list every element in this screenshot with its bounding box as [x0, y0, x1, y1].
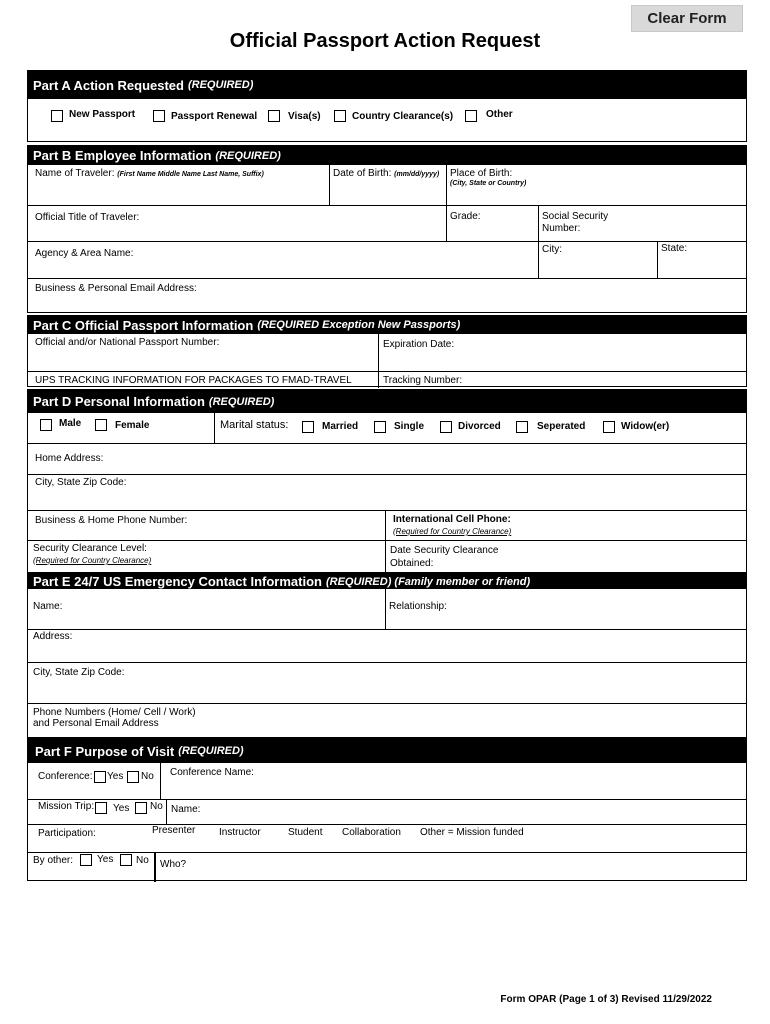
form-title: Official Passport Action Request: [229, 30, 541, 52]
mission-yes-checkbox[interactable]: [95, 802, 107, 814]
mission-no-checkbox[interactable]: [135, 802, 147, 814]
mission-yes-label: Yes: [113, 803, 130, 814]
married-label: Married: [322, 421, 359, 432]
widower-label: Widow(er): [621, 421, 670, 432]
security-clearance-hint: (Required for Country Clearance): [33, 556, 152, 565]
separated-checkbox[interactable]: [516, 421, 528, 433]
married-checkbox[interactable]: [302, 421, 314, 433]
intl-cell-hint: (Required for Country Clearance): [393, 527, 512, 536]
phone-label: Business & Home Phone Number:: [35, 515, 188, 526]
part-e-section: [27, 573, 747, 738]
other-mission-funded-option[interactable]: Other = Mission funded: [420, 827, 524, 838]
tracking-number-label: Tracking Number:: [383, 375, 463, 386]
passport-number-label: Official and/or National Passport Number:: [35, 337, 220, 348]
country-clearance-checkbox[interactable]: [334, 110, 346, 122]
marital-status-label: Marital status:: [220, 419, 289, 431]
date-clearance-label: Date Security Clearance: [390, 545, 499, 556]
pob-hint: (City, State or Country): [450, 180, 527, 187]
part-a-section: [27, 70, 747, 142]
conference-no-label: No: [141, 771, 154, 782]
visas-checkbox[interactable]: [268, 110, 280, 122]
clear-form-button[interactable]: Clear Form: [631, 5, 743, 32]
new-passport-label: New Passport: [69, 109, 136, 120]
agency-label: Agency & Area Name:: [35, 248, 134, 259]
part-f-section: [27, 738, 747, 881]
part-b-section: [27, 145, 747, 313]
conference-name-label: Conference Name:: [170, 767, 254, 778]
form-footer: Form OPAR (Page 1 of 3) Revised 11/29/2022: [500, 994, 712, 1005]
separated-label: Seperated: [537, 421, 586, 432]
contact-city-label: City, State Zip Code:: [33, 667, 125, 678]
contact-phone-label-2: and Personal Email Address: [33, 718, 159, 729]
student-option[interactable]: Student: [288, 827, 323, 838]
divorced-checkbox[interactable]: [440, 421, 452, 433]
part-d-section: [27, 389, 747, 573]
by-other-yes-label: Yes: [97, 854, 114, 865]
new-passport-checkbox[interactable]: [51, 110, 63, 122]
mission-name-label: Name:: [171, 804, 201, 815]
conference-yes-checkbox[interactable]: [94, 771, 106, 783]
conference-no-checkbox[interactable]: [127, 771, 139, 783]
traveler-name-label: Name of Traveler: (First Name Middle Name Last Name, Suffix): [35, 168, 264, 179]
ssn-label-2: Number:: [542, 223, 581, 234]
part-c-section: [27, 315, 747, 387]
who-label: Who?: [160, 859, 187, 870]
intl-cell-label: International Cell Phone:: [393, 514, 511, 525]
ups-tracking-label: UPS TRACKING INFORMATION FOR PACKAGES TO FMAD-TRAVEL: [35, 375, 352, 386]
participation-label: Participation:: [38, 828, 96, 839]
single-checkbox[interactable]: [374, 421, 386, 433]
conference-label: Conference:: [38, 771, 93, 782]
state-label: State:: [661, 243, 688, 254]
by-other-yes-checkbox[interactable]: [80, 854, 92, 866]
contact-address-label: Address:: [33, 631, 73, 642]
pob-label: Place of Birth:: [450, 168, 513, 179]
divorced-label: Divorced: [458, 421, 501, 432]
passport-renewal-label: Passport Renewal: [171, 111, 258, 122]
part-b-header: Part B Employee Information (REQUIRED): [28, 146, 746, 165]
presenter-option[interactable]: Presenter: [152, 825, 196, 836]
by-other-label: By other:: [33, 855, 74, 866]
email-label: Business & Personal Email Address:: [35, 283, 197, 294]
date-clearance-label-2: Obtained:: [390, 558, 434, 569]
ssn-label: Social Security: [542, 211, 609, 222]
female-label: Female: [115, 420, 150, 431]
home-city-label: City, State Zip Code:: [35, 477, 127, 488]
part-c-header: Part C Official Passport Information (REQUIRED Exception New Passports): [28, 316, 746, 334]
instructor-option[interactable]: Instructor: [219, 827, 261, 838]
passport-renewal-checkbox[interactable]: [153, 110, 165, 122]
mission-no-label: No: [150, 801, 163, 812]
collaboration-option[interactable]: Collaboration: [342, 827, 401, 838]
country-clearance-label: Country Clearance(s): [352, 111, 454, 122]
part-f-header: Part F Purpose of Visit (REQUIRED): [28, 739, 746, 763]
male-label: Male: [59, 418, 82, 429]
contact-phone-label: Phone Numbers (Home/ Cell / Work): [33, 707, 196, 718]
widower-checkbox[interactable]: [603, 421, 615, 433]
dob-label: Date of Birth: (mm/dd/yyyy): [333, 168, 440, 179]
city-label: City:: [542, 244, 562, 255]
relationship-label: Relationship:: [389, 601, 447, 612]
official-title-label: Official Title of Traveler:: [35, 212, 140, 223]
by-other-no-checkbox[interactable]: [120, 854, 132, 866]
grade-label: Grade:: [450, 211, 481, 222]
contact-name-label: Name:: [33, 601, 63, 612]
expiration-date-label: Expiration Date:: [383, 339, 455, 350]
by-other-no-label: No: [136, 855, 149, 866]
visas-label: Visa(s): [288, 111, 321, 122]
single-label: Single: [394, 421, 425, 432]
home-address-label: Home Address:: [35, 453, 104, 464]
other-checkbox[interactable]: [465, 110, 477, 122]
part-a-header: Part A Action Requested (REQUIRED): [28, 71, 746, 99]
part-d-header: Part D Personal Information (REQUIRED): [28, 390, 746, 413]
part-e-header: Part E 24/7 US Emergency Contact Information (REQUIRED) (Family member or friend): [28, 574, 746, 589]
conference-yes-label: Yes: [107, 771, 124, 782]
female-checkbox[interactable]: [95, 419, 107, 431]
other-label: Other: [486, 109, 513, 120]
mission-trip-label: Mission Trip:: [38, 801, 95, 812]
security-clearance-label: Security Clearance Level:: [33, 543, 147, 554]
male-checkbox[interactable]: [40, 419, 52, 431]
